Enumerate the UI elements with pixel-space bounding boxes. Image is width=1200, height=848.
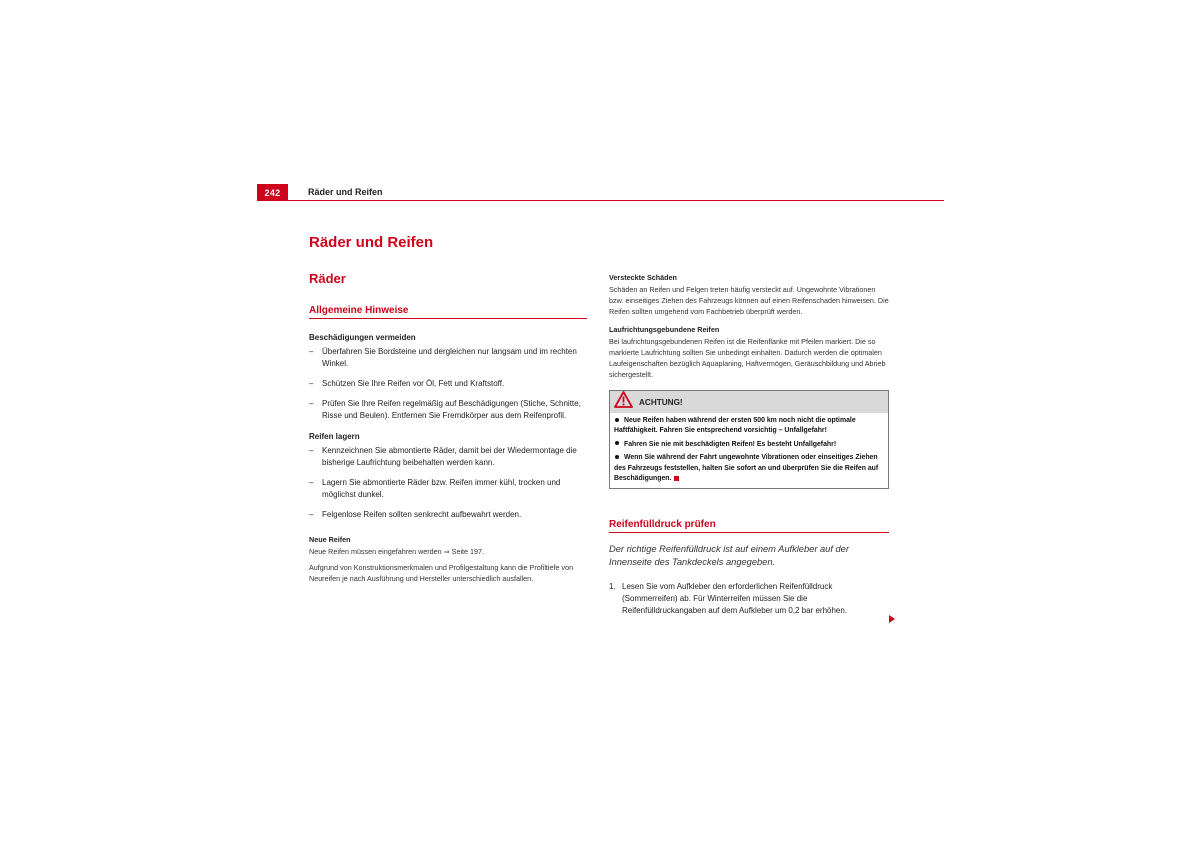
end-of-section-icon (674, 476, 679, 481)
subsection-title-pressure: Reifenfülldruck prüfen (609, 519, 889, 533)
warning-triangle-icon (614, 391, 633, 413)
page-number: 242 (257, 184, 288, 201)
header-rule (288, 200, 944, 201)
right-column (609, 273, 889, 617)
left-column (309, 305, 587, 584)
new-tires-text-1: Neue Reifen müssen eingefahren werden ⇒ Seite 197. (309, 547, 485, 556)
storage-heading: Reifen lagern (309, 432, 360, 441)
list-item: – Kennzeichnen Sie abmontierte Räder, damit bei der Wiedermontage die bisherige Laufrichtung beibehalten werden kann. (309, 446, 577, 467)
warning-item: Fahren Sie nie mit beschädigten Reifen! Es besteht Unfallgefahr! (614, 440, 884, 450)
continue-arrow-icon (889, 615, 895, 623)
warning-title: ACHTUNG! (639, 397, 683, 407)
list-item: – Prüfen Sie Ihre Reifen regelmäßig auf Beschädigungen (Stiche, Schnitte, Risse und Beulen). Entfernen Sie Fremdkörper aus dem Reifenprofil. (309, 399, 581, 420)
warning-item: Wenn Sie während der Fahrt ungewohnte Vibrationen oder einseitiges Ziehen des Fahrzeugs feststellen, halten Sie sofort an und überprüfen Sie die Reifen auf Beschädigungen. (614, 454, 879, 483)
warning-item: Neue Reifen haben während der ersten 500 km noch nicht die optimale Haftfähigkeit. Fahren Sie entsprechend vorsichtig – Unfallgefahr! (614, 417, 856, 435)
directional-heading: Laufrichtungsgebundene Reifen (609, 325, 720, 334)
hidden-damage-text: Schäden an Reifen und Felgen treten häufig versteckt auf. Ungewohnte Vibrationen bzw. einseitiges Ziehen des Fahrzeugs können auf einen Reifenschaden hinweisen. Die Reifen sollten umgehend vom Fachbetrieb überprüft werden. (609, 285, 889, 316)
running-title: Räder und Reifen (308, 187, 383, 197)
step-number: 1. (609, 582, 616, 592)
storage-list (309, 445, 587, 521)
damage-list (309, 346, 587, 422)
warning-header (610, 391, 888, 413)
bullet-icon (615, 455, 619, 459)
list-item: – Schützen Sie Ihre Reifen vor Öl, Fett und Kraftstoff. (309, 379, 505, 388)
pressure-intro: Der richtige Reifenfülldruck ist auf einem Aufkleber auf der Innenseite des Tankdeckels angegeben. (609, 544, 849, 568)
directional-text: Bei laufrichtungsgebundenen Reifen ist die Reifenflanke mit Pfeilen markiert. Die so markierte Laufrichtung sollten Sie unbedingt einhalten. Dadurch werden die optimalen Laufeigenschaften bezüglich Aquaplaning, Haftvermögen, Geräuschbildung und Abrieb sichergestellt. (609, 337, 886, 379)
new-tires-heading: Neue Reifen (309, 535, 351, 544)
warning-box (609, 390, 889, 489)
bullet-icon (615, 441, 619, 445)
bullet-icon (615, 418, 619, 422)
list-item: – Lagern Sie abmontierte Räder bzw. Reifen immer kühl, trocken und möglichst dunkel. (309, 478, 561, 499)
list-item: – Überfahren Sie Bordsteine und dergleichen nur langsam und im rechten Winkel. (309, 347, 577, 368)
section-title: Räder (309, 271, 346, 286)
warning-body (610, 413, 888, 488)
list-item: – Felgenlose Reifen sollten senkrecht aufbewahrt werden. (309, 510, 522, 519)
step-text: Lesen Sie vom Aufkleber den erforderlichen Reifenfülldruck (Sommerreifen) ab. Für Winterreifen müssen Sie die Reifenfülldruckangaben auf dem Aufkleber um 0,2 bar erhöhen. (622, 582, 848, 616)
step-item (609, 581, 889, 617)
new-tires-text-2: Aufgrund von Konstruktionsmerkmalen und Profilgestaltung kann die Profiltiefe von Neureifen je nach Ausführung und Hersteller unterschiedlich ausfallen. (309, 563, 574, 583)
subsection-title-general: Allgemeine Hinweise (309, 305, 587, 319)
page-title: Räder und Reifen (309, 234, 434, 251)
hidden-damage-heading: Versteckte Schäden (609, 273, 677, 282)
damage-heading: Beschädigungen vermeiden (309, 333, 416, 342)
